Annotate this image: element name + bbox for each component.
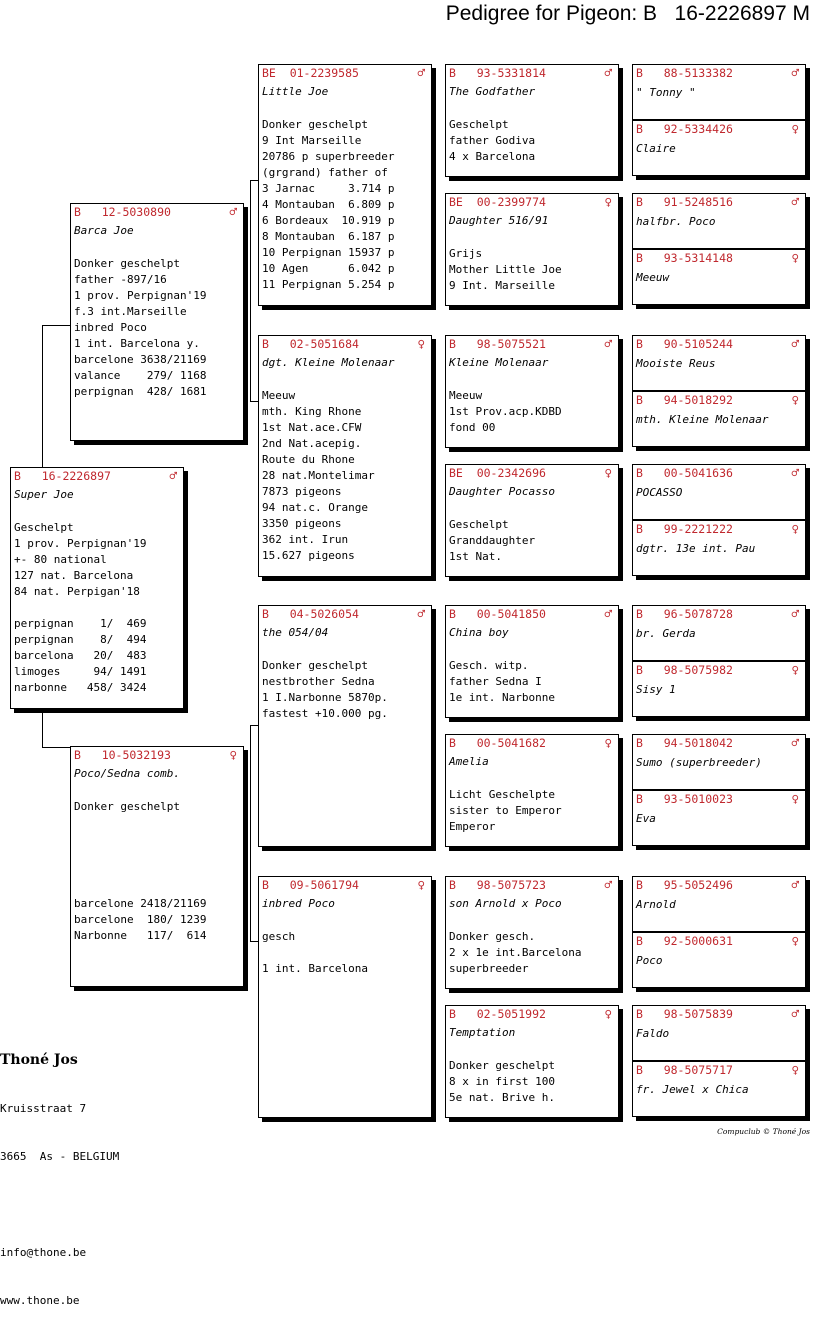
ring-number: B 94-5018292 [636, 393, 733, 407]
pigeon-name: Sisy 1 [636, 683, 676, 696]
pigeon-results: barcelone 2418/21169 barcelone 180/ 1239 Narbonne 117/ 614 [74, 897, 207, 942]
female-icon: ♀ [791, 250, 799, 265]
pigeon-name: Poco/Sedna comb. [74, 767, 180, 780]
pigeon-card-mff[interactable] [445, 605, 619, 718]
female-icon: ♀ [791, 933, 799, 948]
pigeon-details: gesch 1 int. Barcelona [262, 930, 368, 975]
pigeon-card-mmf[interactable] [445, 876, 619, 989]
ring-number: B 02-5051992 [449, 1007, 546, 1021]
pigeon-card-gg7[interactable] [632, 464, 806, 520]
ring-number: B 09-5061794 [262, 878, 359, 892]
pigeon-name: China boy [449, 626, 509, 639]
pigeon-card-sire-dam[interactable] [258, 335, 432, 577]
ring-number: B 98-5075717 [636, 1063, 733, 1077]
pigeon-card-sire-sire[interactable] [258, 64, 432, 306]
pigeon-details: Donker geschelpt 8 x in first 100 5e nat. Brive h. [449, 1059, 555, 1104]
pigeon-card-gg11[interactable] [632, 734, 806, 790]
pigeon-card-dam[interactable] [70, 746, 244, 987]
pigeon-name: fr. Jewel x Chica [636, 1083, 749, 1096]
pigeon-name: Faldo [636, 1027, 670, 1040]
male-icon: ♂ [791, 65, 799, 80]
owner-website[interactable]: www.thone.be [0, 1294, 80, 1307]
ring-number: B 91-5248516 [636, 195, 733, 209]
ring-number: B 95-5052496 [636, 878, 733, 892]
ring-number: B 93-5010023 [636, 792, 733, 806]
owner-name: Thoné Jos [0, 1052, 78, 1068]
pigeon-name: Arnold [636, 898, 676, 911]
ring-number: B 93-5314148 [636, 251, 733, 265]
ring-number: B 16-2226897 [14, 469, 111, 483]
pigeon-name: Sumo (superbreeder) [636, 756, 762, 769]
pigeon-card-gg15[interactable] [632, 1005, 806, 1061]
ring-number: B 88-5133382 [636, 66, 733, 80]
female-icon: ♀ [604, 465, 612, 480]
pigeon-details: Geschelpt Granddaughter 1st Nat. [449, 518, 536, 563]
owner-info [0, 1019, 119, 1325]
ring-number: B 94-5018042 [636, 736, 733, 750]
pigeon-card-gg3[interactable] [632, 193, 806, 249]
pigeon-card-ffm[interactable] [445, 193, 619, 306]
pigeon-name: Claire [636, 142, 676, 155]
male-icon: ♂ [791, 735, 799, 750]
pigeon-name: dgt. Kleine Molenaar [262, 356, 395, 369]
owner-address-street: Kruisstraat 7 [0, 1102, 87, 1115]
ring-number: BE 01-2239585 [262, 66, 359, 80]
male-icon: ♂ [791, 1006, 799, 1021]
ring-number: B 02-5051684 [262, 337, 359, 351]
male-icon: ♂ [791, 465, 799, 480]
pigeon-name: POCASSO [636, 486, 683, 499]
pigeon-details: Geschelpt father Godiva 4 x Barcelona [449, 118, 536, 163]
ring-number: B 10-5032193 [74, 748, 171, 762]
ring-number: B 93-5331814 [449, 66, 546, 80]
owner-email[interactable]: info@thone.be [0, 1246, 87, 1259]
male-icon: ♂ [604, 877, 612, 892]
pigeon-details: Donker geschelpt [74, 800, 180, 813]
pigeon-card-gg10[interactable] [632, 661, 806, 717]
ring-number: BE 00-2399774 [449, 195, 546, 209]
pigeon-card-gg16[interactable] [632, 1061, 806, 1117]
pigeon-card-gg2[interactable] [632, 120, 806, 176]
pigeon-name: Little Joe [262, 85, 329, 98]
pigeon-details: Donker geschelpt father -897/16 1 prov. Perpignan'19 f.3 int.Marseille inbred Poco 1 int. Barcelona y. barcelone 3638/21169 valance 279/ 1168 perpignan 428/ 1681 [74, 257, 207, 398]
pigeon-name: dgtr. 13e int. Pau [636, 542, 756, 555]
footer-credit: Compuclub © Thoné Jos [717, 1127, 810, 1136]
pigeon-name: halfbr. Poco [636, 215, 716, 228]
pigeon-card-gg9[interactable] [632, 605, 806, 661]
pigeon-details: Meeuw mth. King Rhone 1st Nat.ace.CFW 2nd Nat.acepig. Route du Rhone 28 nat.Montelimar 7873 pigeons 94 nat.c. Orange 3350 pigeons 362 int. Irun 15.627 pigeons [262, 389, 375, 562]
pigeon-name: the 054/04 [262, 626, 329, 639]
pigeon-card-gg5[interactable] [632, 335, 806, 391]
pigeon-name: Eva [636, 812, 656, 825]
pigeon-card-gg4[interactable] [632, 249, 806, 305]
pigeon-card-dam-sire[interactable] [258, 605, 432, 847]
male-icon: ♂ [169, 468, 177, 483]
pigeon-card-gg6[interactable] [632, 391, 806, 447]
female-icon: ♀ [229, 747, 237, 762]
male-icon: ♂ [604, 606, 612, 621]
female-icon: ♀ [791, 121, 799, 136]
pigeon-name: " Tonny " [636, 86, 696, 99]
ring-number: B 98-5075723 [449, 878, 546, 892]
pigeon-card-gg8[interactable] [632, 520, 806, 576]
pigeon-name: Daughter Pocasso [449, 485, 555, 498]
ring-number: B 92-5334426 [636, 122, 733, 136]
female-icon: ♀ [417, 336, 425, 351]
female-icon: ♀ [417, 877, 425, 892]
ring-number: B 04-5026054 [262, 607, 359, 621]
pigeon-details: Geschelpt 1 prov. Perpignan'19 +- 80 national 127 nat. Barcelona 84 nat. Perpigan'18 perpignan 1/ 469 perpignan 8/ 494 barcelona 20/ 483 limoges 94/ 1491 narbonne 458/ 3424 [14, 521, 147, 694]
pigeon-name: Daughter 516/91 [449, 214, 549, 227]
male-icon: ♂ [604, 65, 612, 80]
pigeon-card-subject[interactable] [10, 467, 184, 709]
pigeon-card-gg13[interactable] [632, 876, 806, 932]
pigeon-name: mth. Kleine Molenaar [636, 413, 769, 426]
ring-number: B 00-5041682 [449, 736, 546, 750]
pigeon-card-gg12[interactable] [632, 790, 806, 846]
pigeon-name: son Arnold x Poco [449, 897, 562, 910]
pigeon-card-fff[interactable] [445, 64, 619, 177]
male-icon: ♂ [604, 336, 612, 351]
pigeon-name: The Godfather [449, 85, 536, 98]
male-icon: ♂ [791, 606, 799, 621]
female-icon: ♀ [791, 521, 799, 536]
ring-number: B 92-5000631 [636, 934, 733, 948]
pigeon-details: Donker geschelpt nestbrother Sedna 1 I.Narbonne 5870p. fastest +10.000 pg. [262, 659, 388, 720]
female-icon: ♀ [791, 1062, 799, 1077]
pigeon-card-fmm[interactable] [445, 464, 619, 577]
pigeon-name: Poco [636, 954, 663, 967]
ring-number: B 99-2221222 [636, 522, 733, 536]
pigeon-card-gg1[interactable] [632, 64, 806, 120]
pigeon-name: Meeuw [636, 271, 670, 284]
page-title: Pedigree for Pigeon: B 16-2226897 M [445, 2, 810, 25]
male-icon: ♂ [791, 336, 799, 351]
pigeon-name: Barca Joe [74, 224, 134, 237]
male-icon: ♂ [229, 204, 237, 219]
ring-number: B 90-5105244 [636, 337, 733, 351]
ring-number: B 98-5075839 [636, 1007, 733, 1021]
pigeon-card-mfm[interactable] [445, 734, 619, 847]
pigeon-name: Kleine Molenaar [449, 356, 549, 369]
pigeon-card-gg14[interactable] [632, 932, 806, 988]
male-icon: ♂ [417, 606, 425, 621]
male-icon: ♂ [417, 65, 425, 80]
pigeon-details: Donker gesch. 2 x 1e int.Barcelona superbreeder [449, 930, 582, 975]
female-icon: ♀ [791, 791, 799, 806]
pigeon-name: Temptation [449, 1026, 516, 1039]
owner-address-city: 3665 As - BELGIUM [0, 1150, 120, 1163]
female-icon: ♀ [791, 392, 799, 407]
pigeon-details: Licht Geschelpte sister to Emperor Emperor [449, 788, 562, 833]
pigeon-name: br. Gerda [636, 627, 696, 640]
pigeon-card-fmf[interactable] [445, 335, 619, 448]
female-icon: ♀ [791, 662, 799, 677]
ring-number: B 98-5075521 [449, 337, 546, 351]
female-icon: ♀ [604, 194, 612, 209]
male-icon: ♂ [791, 877, 799, 892]
ring-number: B 96-5078728 [636, 607, 733, 621]
female-icon: ♀ [604, 1006, 612, 1021]
pigeon-details: Grijs Mother Little Joe 9 Int. Marseille [449, 247, 562, 292]
pigeon-details: Meeuw 1st Prov.acp.KDBD fond 00 [449, 389, 562, 434]
pigeon-card-dam-dam[interactable] [258, 876, 432, 1118]
pigeon-name: inbred Poco [262, 897, 335, 910]
ring-number: B 98-5075982 [636, 663, 733, 677]
pigeon-card-mmm[interactable] [445, 1005, 619, 1118]
male-icon: ♂ [791, 194, 799, 209]
ring-number: BE 00-2342696 [449, 466, 546, 480]
ring-number: B 12-5030890 [74, 205, 171, 219]
pigeon-name: Amelia [449, 755, 489, 768]
pigeon-details: Donker geschelpt 9 Int Marseille 20786 p superbreeder (grgrand) father of 3 Jarnac 3.714 p 4 Montauban 6.809 p 6 Bordeaux 10.919 p 8 Montauban 6.187 p 10 Perpignan 15937 p 10 Agen 6.042 p 11 Perpignan 5.254 p [262, 118, 395, 291]
pigeon-details: Gesch. witp. father Sedna I 1e int. Narbonne [449, 659, 555, 704]
pigeon-name: Mooiste Reus [636, 357, 716, 370]
pigeon-card-sire[interactable] [70, 203, 244, 441]
pigeon-name: Super Joe [14, 488, 74, 501]
female-icon: ♀ [604, 735, 612, 750]
ring-number: B 00-5041850 [449, 607, 546, 621]
ring-number: B 00-5041636 [636, 466, 733, 480]
